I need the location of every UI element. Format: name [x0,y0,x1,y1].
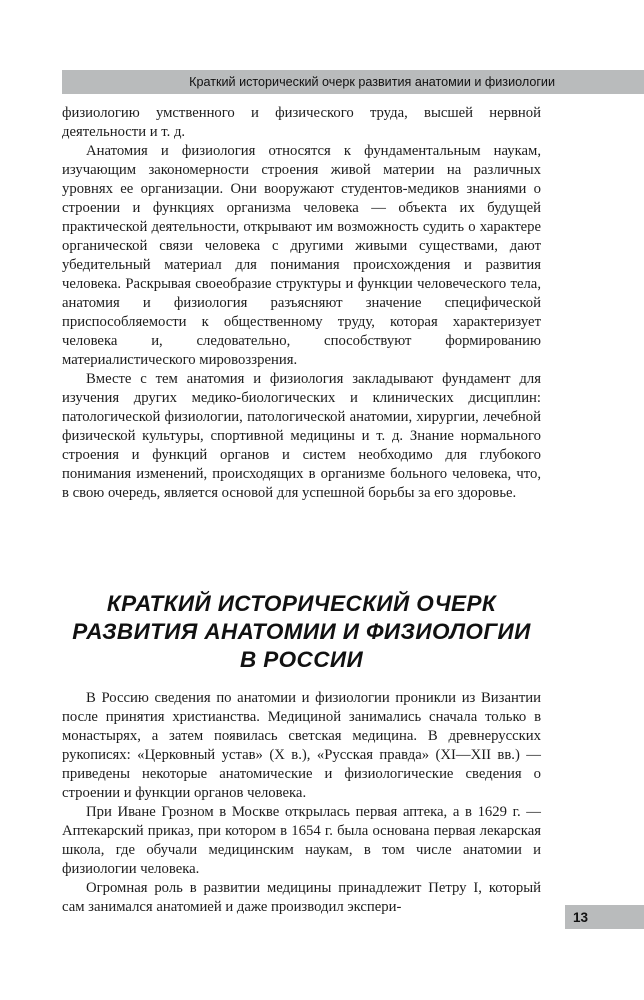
paragraph: физиологию умственного и физического труда, высшей нервной деятельности и т. д. [62,105,541,140]
page-number: 13 [573,909,589,925]
section-title-line: РАЗВИТИЯ АНАТОМИИ И ФИЗИОЛОГИИ [72,619,531,644]
paragraph: В Россию сведения по анатомии и физиологии проникли из Византии после принятия христианства. Медициной занимались сначала только в монастырях, а затем появилась светская медицина. В древнерусских рукописях: «Церковный устав» (X в.), «Русская правда» (XI—XII вв.) — приведены некоторые анатомические и физиологические сведения о строении и функции органов человека. [62,690,541,801]
running-header-text: Краткий исторический очерк развития анатомии и физиологии [189,75,555,89]
paragraph: Анатомия и физиология относятся к фундаментальным наукам, изучающим закономерности строения живой материи на различных уровнях ее организации. Они вооружают студентов-медиков знаниями о строении и функциях организма человека — объекта их будущей практической деятельности, открывают им возможность судить о характере органической связи человека с другими живыми существами, дают убедительный материал для понимания происхождения и развития человека. Раскрывая своеобразие структуры и функции человеческого тела, анатомия и физиология разъясняют значение специфической приспособляемости к общественному труду, которая характеризует человека и, следовательно, способствуют формированию материалистического мировоззрения. [62,143,541,368]
running-header [62,70,644,94]
section-title [62,590,541,674]
paragraph: При Иване Грозном в Москве открылась первая аптека, а в 1629 г. — Аптекарский приказ, при котором в 1654 г. была основана первая лекарская школа, где обучали медицинским наукам, в том числе анатомии и физиологии человека. [62,804,541,877]
section-two-text [62,689,541,917]
section-title-line: КРАТКИЙ ИСТОРИЧЕСКИЙ ОЧЕРК [106,591,497,616]
section-title-line: В РОССИИ [239,647,364,672]
paragraph: Огромная роль в развитии медицины принадлежит Петру I, который сам занимался анатомией и даже производил экспери- [62,880,541,915]
section-one-text [62,104,541,503]
paragraph: Вместе с тем анатомия и физиология закладывают фундамент для изучения других медико-биологических и клинических дисциплин: патологической физиологии, патологической анатомии, хирургии, лечебной физической культуры, спортивной медицины и т. д. Знание нормального строения и функций органов и систем необходимо для глубокого понимания изменений, происходящих в организме больного человека, что, в свою очередь, является основой для успешной борьбы за его здоровье. [62,371,541,501]
page-number-tab [565,905,644,929]
